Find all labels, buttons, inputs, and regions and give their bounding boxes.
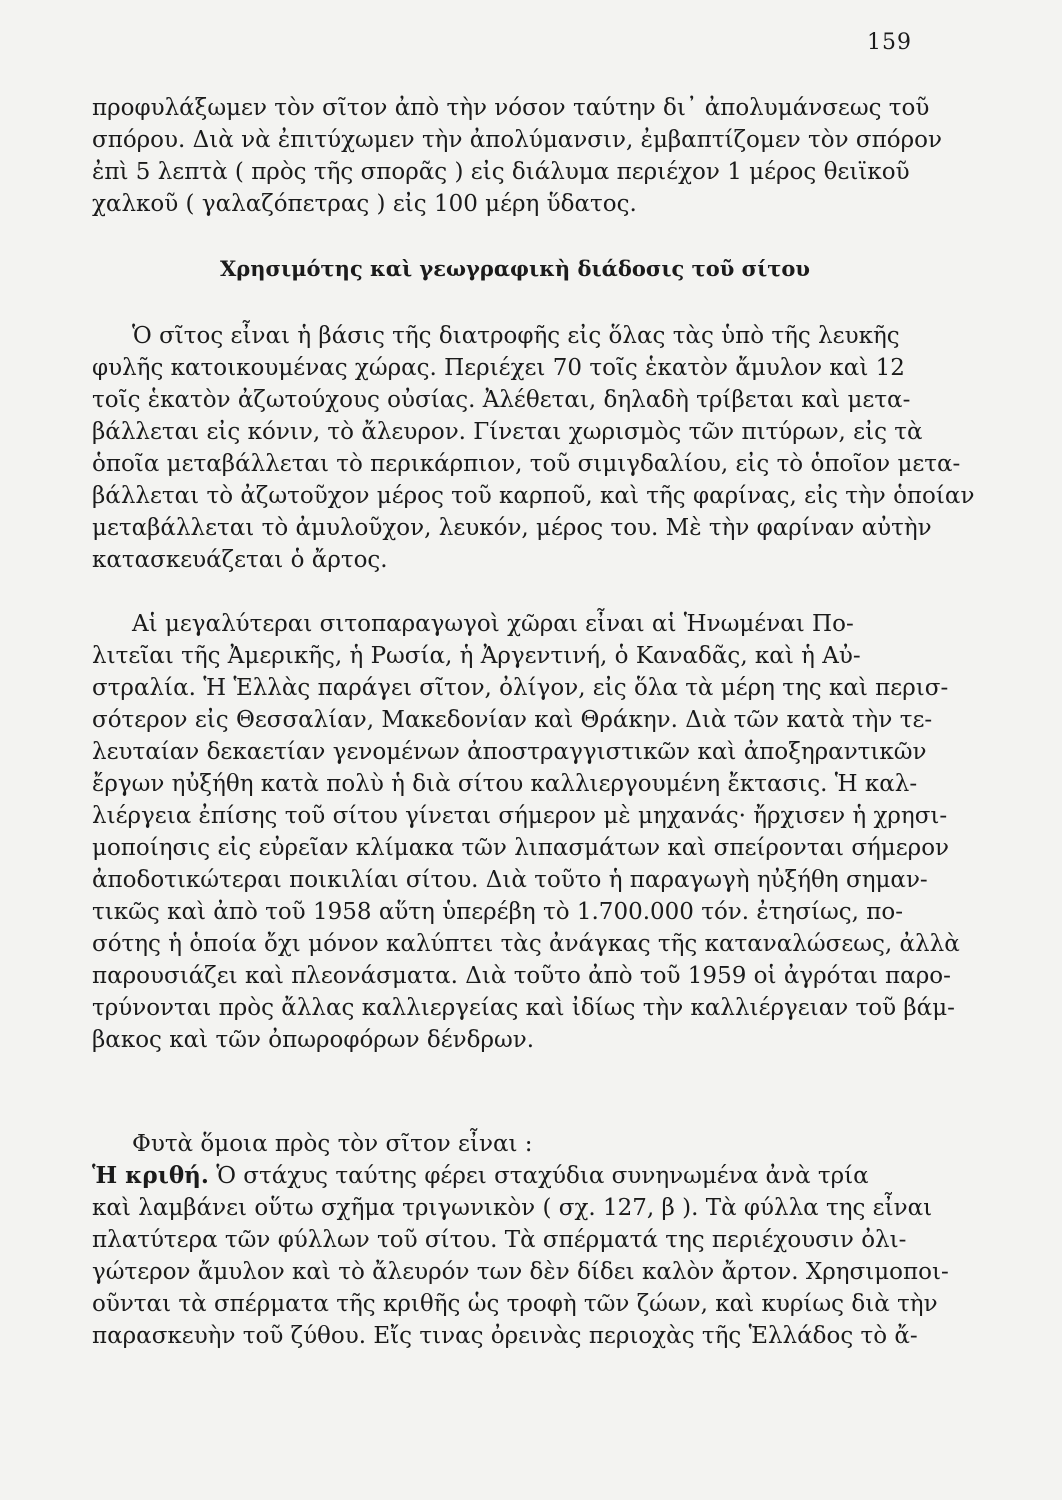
text-line: γώτερον ἄμυλον καὶ τὸ ἄλευρόν των δὲν δίδει καλὸν ἄρτον. Χρησιμοποι- <box>92 1259 949 1285</box>
text-line: πλατύτερα τῶν φύλλων τοῦ σίτου. Τὰ σπέρματά της περιέχουσιν ὀλι- <box>92 1227 907 1253</box>
paragraph-wheat-uses <box>92 320 975 576</box>
text-line: ὁποῖα μεταβάλλεται τὸ περικάρπιον, τοῦ σιμιγδαλίου, εἰς τὸ ὁποῖον μετα- <box>92 451 961 477</box>
text-line: τρύνονται πρὸς ἄλλας καλλιεργείας καὶ ἰδίως τὴν καλλιέργειαν τοῦ βάμ- <box>92 995 955 1021</box>
text-line: ἐπὶ 5 λεπτὰ ( πρὸς τῆς σπορᾶς ) εἰς διάλυμα περιέχον 1 μέρος θειϊκοῦ <box>92 159 910 185</box>
text-line: λιτεῖαι τῆς Ἀμερικῆς, ἡ Ρωσία, ἡ Ἀργεντινή, ὁ Καναδᾶς, καὶ ἡ Αὐ- <box>92 643 861 669</box>
text-line: κατασκευάζεται ὁ ἄρτος. <box>92 547 388 573</box>
text-line: Φυτὰ ὅμοια πρὸς τὸν σῖτον εἶναι : <box>132 1131 533 1157</box>
text-line: βακος καὶ τῶν ὀπωροφόρων δένδρων. <box>92 1027 535 1053</box>
text-line: ἀποδοτικώτεραι ποικιλίαι σίτου. Διὰ τοῦτο ἡ παραγωγὴ ηὐξήθη σημαν- <box>92 867 928 893</box>
text-line: λιέργεια ἐπίσης τοῦ σίτου γίνεται σήμερον μὲ μηχανάς· ἤρχισεν ἡ χρησι- <box>92 803 948 829</box>
text-line: προφυλάξωμεν τὸν σῖτον ἀπὸ τὴν νόσον ταύτην δι᾽ ἀπολυμάνσεως τοῦ <box>92 95 930 121</box>
text-line: βάλλεται εἰς κόνιν, τὸ ἄλευρον. Γίνεται χωρισμὸς τῶν πιτύρων, εἰς τὰ <box>92 419 923 445</box>
intro-paragraph <box>92 92 940 220</box>
text-line: Ὁ σῖτος εἶναι ἡ βάσις τῆς διατροφῆς εἰς ὅλας τὰς ὑπὸ τῆς λευκῆς <box>132 323 900 349</box>
text-line: καὶ λαμβάνει οὕτω σχῆμα τριγωνικὸν ( σχ. 127, β ). Τὰ φύλλα της εἶναι <box>92 1195 933 1221</box>
page-number: 159 <box>867 30 912 55</box>
text-line: σπόρου. Διὰ νὰ ἐπιτύχωμεν τὴν ἀπολύμανσιν, ἐμβαπτίζομεν τὸν σπόρον <box>92 127 942 153</box>
text-line: παρουσιάζει καὶ πλεονάσματα. Διὰ τοῦτο ἀπὸ τοῦ 1959 οἱ ἀγρόται παρο- <box>92 963 951 989</box>
text-line: Αἱ μεγαλύτεραι σιτοπαραγωγοὶ χῶραι εἶναι αἱ Ἡνωμέναι Πο- <box>132 611 854 637</box>
text-line: φυλῆς κατοικουμένας χώρας. Περιέχει 70 τοῖς ἑκατὸν ἄμυλον καὶ 12 <box>92 355 905 381</box>
text-line: βάλλεται τὸ ἀζωτοῦχον μέρος τοῦ καρποῦ, καὶ τῆς φαρίνας, εἰς τὴν ὁποίαν <box>92 483 975 509</box>
text-line: λευταίαν δεκαετίαν γενομένων ἀποστραγγιστικῶν καὶ ἀποξηραντικῶν <box>92 739 927 765</box>
text-line: οῦνται τὰ σπέρματα τῆς κριθῆς ὡς τροφὴ τῶν ζώων, καὶ κυρίως διὰ τὴν <box>92 1291 938 1317</box>
text-line: παρασκευὴν τοῦ ζύθου. Εἴς τινας ὀρεινὰς περιοχὰς τῆς Ἑλλάδος τὸ ἄ- <box>92 1323 918 1349</box>
paragraph-barley <box>92 1160 949 1352</box>
text-line: σότης ἡ ὁποία ὄχι μόνον καλύπτει τὰς ἀνάγκας τῆς καταναλώσεως, ἀλλὰ <box>92 931 960 957</box>
barley-term: Ἡ κριθή. <box>92 1162 209 1189</box>
paragraph-similar-plants <box>92 1128 940 1160</box>
text-line: σότερον εἰς Θεσσαλίαν, Μακεδονίαν καὶ Θράκην. Διὰ τῶν κατὰ τὴν τε- <box>92 707 933 733</box>
text-line: χαλκοῦ ( γαλαζόπετρας ) εἰς 100 μέρη ὕδατος. <box>92 191 637 217</box>
text-line: μοποίησις εἰς εὐρεῖαν κλίμακα τῶν λιπασμάτων καὶ σπείρονται σήμερον <box>92 835 950 861</box>
text-line: τικῶς καὶ ἀπὸ τοῦ 1958 αὕτη ὑπερέβη τὸ 1.700.000 τόν. ἐτησίως, πο- <box>92 899 903 925</box>
text-line: ἔργων ηὐξήθη κατὰ πολὺ ἡ διὰ σίτου καλλιεργουμένη ἔκτασις. Ἡ καλ- <box>92 771 918 797</box>
text-line: στραλία. Ἡ Ἑλλὰς παράγει σῖτον, ὀλίγον, εἰς ὅλα τὰ μέρη της καὶ περισ- <box>92 675 949 701</box>
text-line: Ὁ στάχυς ταύτης φέρει σταχύδια συνηνωμένα ἀνὰ τρία <box>216 1163 869 1189</box>
text-line: τοῖς ἑκατὸν ἀζωτούχους οὐσίας. Ἀλέθεται, δηλαδὴ τρίβεται καὶ μετα- <box>92 387 911 413</box>
text-line: μεταβάλλεται τὸ ἀμυλοῦχον, λευκόν, μέρος του. Μὲ τὴν φαρίναν αὐτὴν <box>92 515 932 541</box>
section-heading: Χρησιμότης καὶ γεωγραφικὴ διάδοσις τοῦ σίτου <box>220 256 810 281</box>
paragraph-wheat-production <box>92 608 960 1056</box>
